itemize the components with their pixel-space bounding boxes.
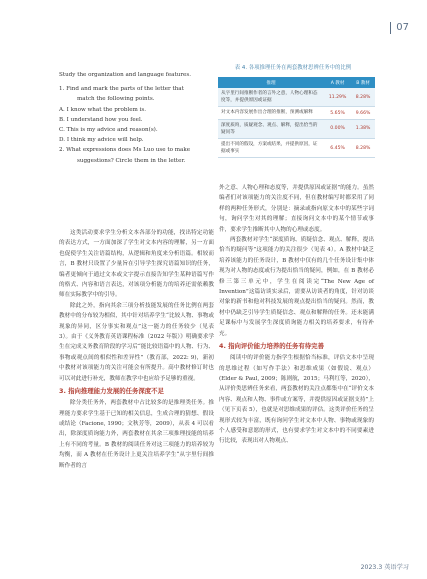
table-cell-a: 6.45%: [324, 139, 351, 158]
table-header: 推理: [218, 77, 324, 88]
exercise-option: B. I understand how you feel.: [59, 116, 143, 123]
table-cell-b: 8.28%: [351, 139, 375, 158]
section-heading: 3. 指向推理能力发展的任务深度不足: [59, 387, 164, 396]
paragraph: 外之意、人物心理和态度等，并提供原因或证据”的能力。虽然编者们对该项能力的关注度不同，但在教材编写时都采用了同样的两种任务形式，分别是：摘录或指向原文本中的某些字词句，询问学生对其的理解；直接询问文本中的某个情节或事件，要求学生推断其中人物的心理或态度。: [219, 185, 374, 233]
table-header-row: [218, 77, 375, 88]
exercise-option: D. I think my advice will help.: [59, 137, 144, 144]
paragraph: 这类活动要求学生分析文本各部分的功能，找出特定功能的表达方式，一方面加深了学生对文本内容的理解，另一方面也促使学生关注语篇结构，从逻辑和角度来分析语篇。相较而言，B 教材只设置了少量旨在引导学生探究语篇知识的任务，编者更倾向于通过文本或文字提示直接告知学生某种语篇写作的格式、内容和语言表达，对该项分析能力的培养还需依赖教师在实际教学中的引导。: [59, 230, 214, 299]
table-cell-a: 0.00%: [324, 119, 351, 138]
table-row: [218, 88, 375, 107]
left-column: [59, 228, 214, 471]
page-number: 07: [390, 22, 409, 34]
table-header: A 教材: [324, 77, 351, 88]
table-cell-task: 深度质询，质疑观念、观点、解释，提出恰当的疑问等: [218, 119, 324, 138]
exercise-question-1-cont: match the following points.: [77, 96, 155, 103]
table-cell-task: 提出不同的假设，方案或结果，并提供原因，证据或事实: [218, 139, 324, 158]
exercise-question-1: 1. Find and mark the parts of the letter that: [59, 86, 184, 93]
paragraph: 除分类任务外，两套教材中占比较多的是推理类任务。推理能力要求学生基于已知的相关信息，生成合理的猜想、假设或结论（Facione, 1990；文秋芳等，2009），从表 4 可以看出，除深度质询能力外，两套教材在其余三项推理技能的培养上有不同的考量。B 教材的阅读任务对这三项能力的培养较为均衡，而 A 教材在任务设计上更关注培养学生“从字里行间推断作者的言: [59, 400, 214, 469]
section-heading: 4. 指向评价能力培养的任务有待完善: [219, 342, 324, 351]
table-row: [218, 139, 375, 158]
exercise-option: C. This is my advice and reason(s).: [59, 127, 158, 134]
paragraph: 两套教材对学生“深度质询、质疑信念、观点、解释，提出恰当的疑问等”这项能力的关注很少（见表 4）。A 教材中缺乏培养该能力的任务设计，B 教材中仅有的几个任务设计集中体现为对人物的态度或行为提出恰当的疑问，例如，在 B 教材必修三第三单元中，学生在阅读完“The New Age of Invention”这篇访谈实录后，需要从访谈者的角度，针对访谈对象的新书和他对科技发展的观点提出恰当的疑问。然而，教材中仍缺乏引导学生质疑信念、观点和解释的任务。还未能满足课标中与发展学生深度质询能力相关的培养要求，有待补充。: [219, 237, 374, 337]
table-header: B 教材: [351, 77, 375, 88]
exercise-box: [59, 70, 209, 166]
paragraph: 除此之外，指向其余三项分析技能发展的任务比例在两套教材中的分布较为相似，其中针对培养学生“比较人物、事物或现象的异同，区分事实和观点”这一能力的任务较少（见表 3）。由于《义务教育英语课程标准（2022 年版）》明确要求学生在完成义务教育阶段的学习后“能比较语篇中的人物、行为、事物或观点间的相似性和差异性”（教育部，2022: 9)，新初中教材对该项能力的关注可能会有所提升。高中教材修订时也可以对此进行补充，教师在教学中也应给予足够的重视。: [59, 302, 214, 382]
table-row: [218, 107, 375, 119]
table-caption: 表 4. 各项推理任务在两套教材思辨任务中的比例: [234, 65, 352, 71]
exercise-question-2: 2. What expressions does Ms Luo use to make: [59, 147, 191, 154]
journal-footer: 2023.3 英语学习: [360, 564, 409, 571]
paragraph: 阅读中的评价能力指学生根据恰当标准，评估文本中呈现的思维过程（如写作手法）和思维成果（如假说、观点）(Elder & Paul, 2009；陈则航，2015；马利红等，2020），从评价类思辨任务来看，两套教材的关注点都集中在“评价文本内容、观点和人物、事件或方案等，并提供原因或证据支持”上（见下页表 5），也就是对思维成果的评估。这类评价任务的呈现形式较为丰富，既有询问学生对文本中人物、事物或现象的个人感受和意愿的形式，也有要求学生对文本中的不同要素进行比较，表现出对人物观点、: [219, 355, 374, 445]
table-cell-task: 对文本内容发展作出合理的推断，预测或解释: [218, 107, 324, 119]
right-column: [219, 183, 374, 447]
table-row: [218, 119, 375, 138]
reasoning-table: [218, 77, 375, 158]
exercise-instruction: Study the organization and language features.: [59, 72, 191, 78]
table-cell-a: 5.65%: [324, 107, 351, 119]
table-cell-b: 1.38%: [351, 119, 375, 138]
table-cell-b: 8.28%: [351, 88, 375, 107]
table-cell-a: 11.29%: [324, 88, 351, 107]
exercise-option: A. I know what the problem is.: [59, 106, 147, 113]
table-cell-b: 9.66%: [351, 107, 375, 119]
exercise-question-2-cont: suggestions? Circle them in the letter.: [77, 157, 186, 164]
table-cell-task: 从字里行间推断作者的言外之意，人物心理和态度等，并提供原因或证据: [218, 88, 324, 107]
